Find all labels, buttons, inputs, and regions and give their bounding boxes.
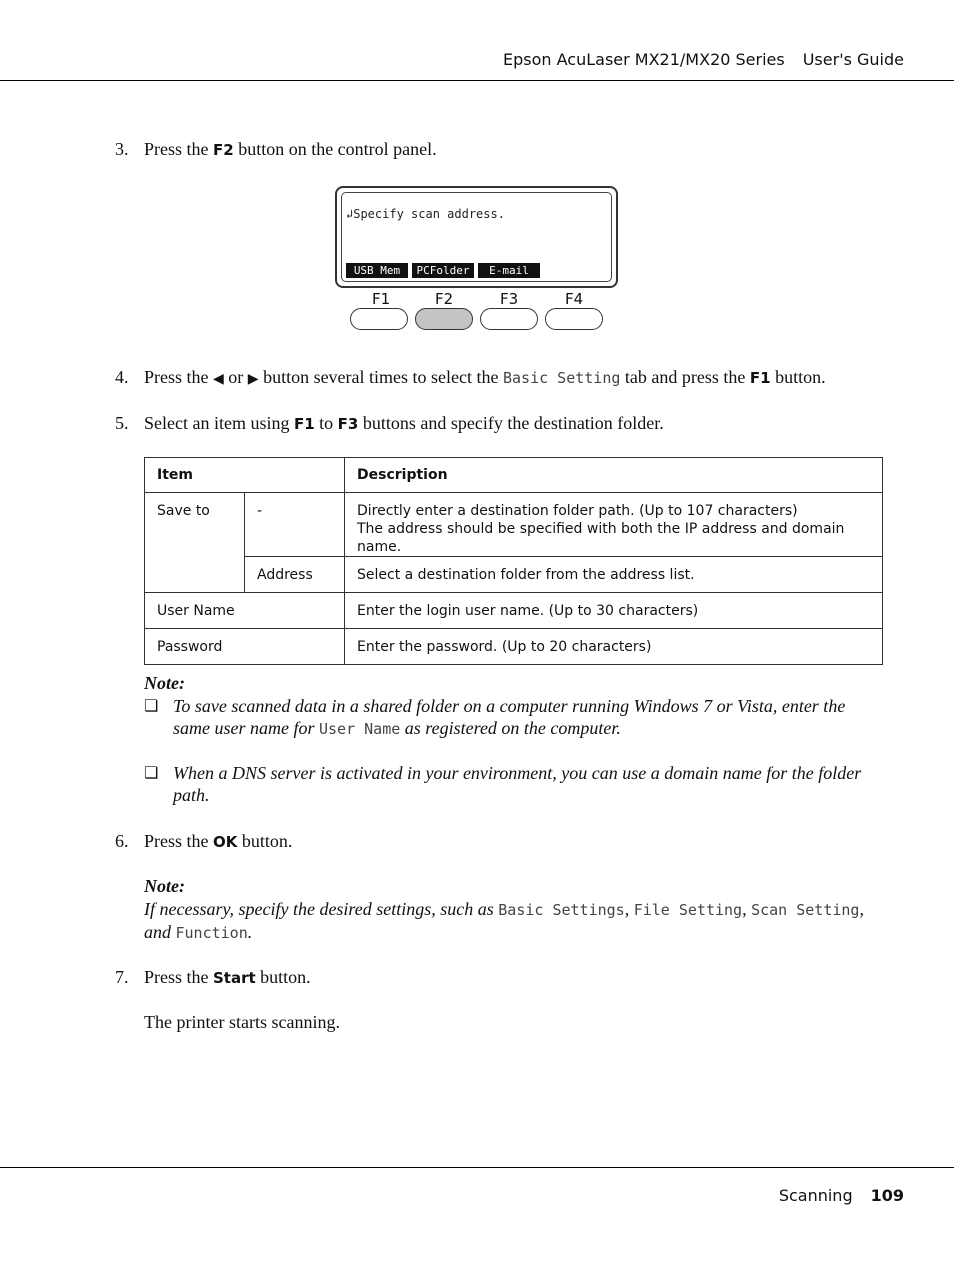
cell-save-to: Save to [145, 493, 245, 593]
page-footer [779, 1186, 904, 1205]
step-3: 3. Press the F2 button on the control panel. [115, 139, 437, 159]
key-f1: F1 [293, 415, 315, 433]
cell-description: Select a destination folder from the address list. [345, 557, 883, 593]
lcd-screen [341, 192, 612, 282]
step-5: 5. Select an item using F1 to F3 buttons and specify the destination folder. [115, 413, 664, 433]
table-row [145, 593, 883, 629]
page-number: 109 [870, 1186, 904, 1205]
table-row [145, 493, 883, 557]
section-name: Scanning [778, 1186, 853, 1205]
footer-rule [0, 1167, 954, 1168]
header-rule [0, 80, 954, 81]
note-item: ❏ When a DNS server is activated in your environment, you can use a domain name for the folder path. [144, 763, 862, 805]
note-heading: Note: [144, 673, 185, 693]
step-4: 4. Press the ◀ or ▶ button several times to select the Basic Setting tab and press the F1 button. [115, 367, 826, 387]
key-start: Start [213, 969, 256, 987]
cell-sub: Address [245, 557, 345, 593]
f1-button[interactable] [350, 308, 408, 330]
key-ok: OK [213, 833, 238, 851]
lcd-tab-email[interactable]: E-mail [478, 263, 540, 278]
step-7: 7. Press the Start button. [115, 967, 311, 987]
f3-button[interactable] [480, 308, 538, 330]
f1-label: F1 [372, 290, 391, 308]
left-arrow-icon: ◀ [213, 371, 224, 387]
note-item: ❏ To save scanned data in a shared folder on a computer running Windows 7 or Vista, enter the same user name for User Name as registered on the computer. [144, 696, 846, 738]
table-row [145, 557, 883, 593]
cell-sub: - [245, 493, 345, 557]
back-arrow-icon: ↲ [346, 207, 354, 221]
key-f1: F1 [749, 369, 771, 387]
lcd-tab-usb-mem[interactable]: USB Mem [346, 263, 408, 278]
document-title: Epson AcuLaser MX21/MX20 Series [503, 50, 785, 69]
table-header-row [145, 458, 883, 493]
lcd-message: ↲Specify scan address. [346, 207, 505, 221]
step-6: 6. Press the OK button. [115, 831, 293, 851]
table-row [145, 629, 883, 665]
note-text: If necessary, specify the desired settings, such as Basic Settings, File Setting, Scan Setting, and Function. [144, 899, 864, 942]
lcd-tab-pcfolder[interactable]: PCFolder [412, 263, 474, 278]
cell-description: Directly enter a destination folder path. (Up to 107 characters) The address should be specified with both the IP address and domain name. [345, 493, 883, 557]
checkbox-bullet-icon: ❏ [144, 698, 159, 715]
page-header [503, 50, 904, 69]
right-arrow-icon: ▶ [247, 371, 259, 387]
note-heading: Note: [144, 876, 185, 896]
f4-label: F4 [565, 290, 584, 308]
cell-user-name: User Name [145, 593, 345, 629]
result-text: The printer starts scanning. [144, 1012, 340, 1032]
f4-button[interactable] [545, 308, 603, 330]
lcd-panel [335, 186, 618, 288]
f2-label: F2 [435, 290, 454, 308]
basic-setting-tab-name: Basic Setting [503, 369, 621, 387]
user-name-code: User Name [319, 720, 401, 738]
column-header-item: Item [145, 458, 345, 493]
settings-table [144, 457, 883, 665]
key-f2: F2 [213, 141, 234, 159]
f3-label: F3 [500, 290, 519, 308]
cell-password: Password [145, 629, 345, 665]
document-guide-label: User's Guide [802, 50, 904, 69]
checkbox-bullet-icon: ❏ [144, 765, 159, 782]
column-header-description: Description [345, 458, 883, 493]
cell-description: Enter the login user name. (Up to 30 characters) [345, 593, 883, 629]
key-f3: F3 [337, 415, 359, 433]
cell-description: Enter the password. (Up to 20 characters) [345, 629, 883, 665]
f2-button[interactable] [415, 308, 473, 330]
